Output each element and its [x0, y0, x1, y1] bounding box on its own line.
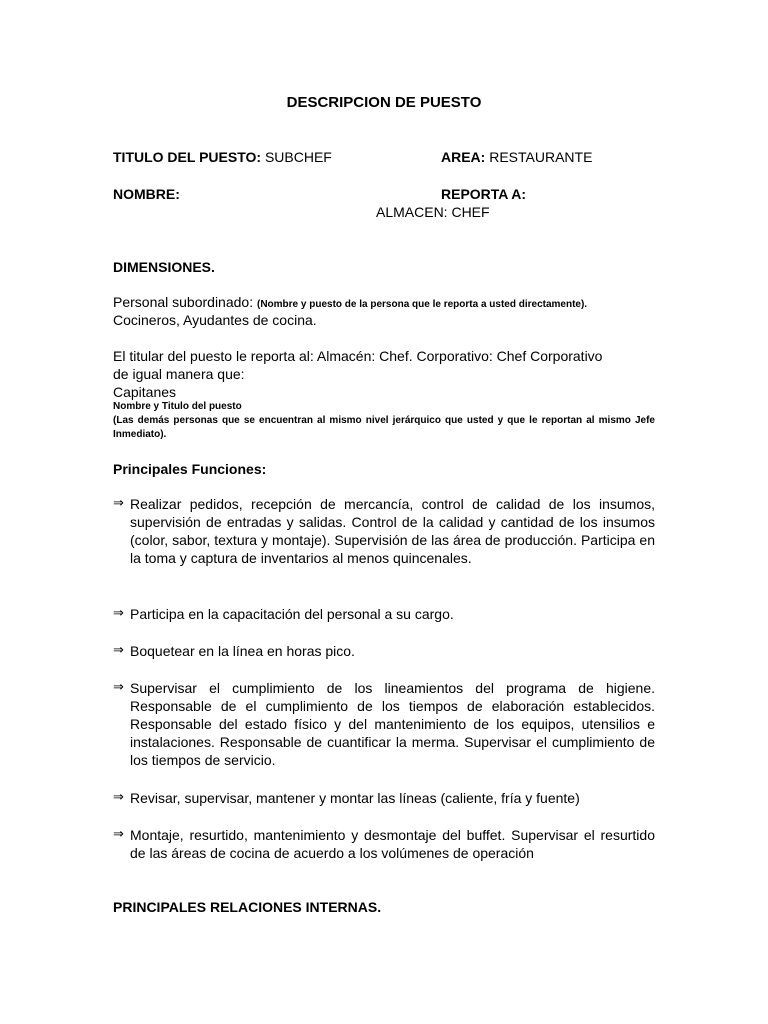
funcion-item-text: Boquetear en la línea en horas pico. [130, 643, 355, 659]
area-value: RESTAURANTE [489, 149, 593, 165]
arrow-icon: ⇒ [113, 606, 124, 621]
dimensiones-heading: DIMENSIONES. [113, 259, 215, 275]
demas-personas-note: (Las demás personas que se encuentran al mismo nivel jerárquico que usted y que le reportan al mismo Jefe Inmediato). [113, 415, 655, 440]
nombre-label: NOMBRE: [113, 186, 180, 202]
titular-line-1: El titular del puesto le reporta al: Almacén: Chef. Corporativo: Chef Corporativo [113, 348, 603, 364]
personal-subordinado-note: (Nombre y puesto de la persona que le reporta a usted directamente). [257, 299, 588, 310]
titulo-puesto-row [113, 148, 332, 166]
arrow-icon: ⇒ [113, 496, 124, 511]
capitanes-text: Capitanes [113, 384, 177, 400]
titulo-puesto-value: SUBCHEF [264, 149, 332, 165]
funciones-heading: Principales Funciones: [113, 461, 267, 477]
titulo-puesto-label: TITULO DEL PUESTO: [113, 149, 262, 165]
area-label: AREA: [441, 149, 486, 165]
relaciones-heading: PRINCIPALES RELACIONES INTERNAS. [113, 899, 382, 915]
personal-subordinado-value: Cocineros, Ayudantes de cocina. [113, 312, 317, 328]
funcion-item [113, 495, 655, 567]
funcion-item-text: Montaje, resurtido, mantenimiento y desmontaje del buffet. Supervisar el resurtido de las áreas de cocina de acuerdo a los volúmenes de operación [130, 827, 655, 861]
arrow-icon: ⇒ [113, 790, 124, 805]
reporta-label: REPORTA A: [441, 186, 527, 202]
funcion-item [113, 789, 655, 807]
area-row [441, 148, 592, 166]
personal-subordinado-row [113, 293, 587, 312]
arrow-icon: ⇒ [113, 643, 124, 658]
personal-subordinado-label: Personal subordinado: [113, 294, 254, 310]
funcion-item-text: Supervisar el cumplimiento de los lineamientos del programa de higiene. Responsable de el cumplimiento de los tiempos de elaboración establecidos. Responsable del estado físico y del mantenimiento de los equipos, utensilios e instalaciones. Responsable de cuantificar la merma. Supervisar el cumplimiento de los tiempos de servicio. [130, 680, 655, 768]
nombre-titulo-note: Nombre y Titulo del puesto [113, 401, 242, 412]
funcion-item [113, 679, 655, 769]
arrow-icon: ⇒ [113, 680, 124, 695]
funcion-item-text: Revisar, supervisar, mantener y montar las líneas (caliente, fría y fuente) [130, 790, 580, 806]
funcion-item-text: Participa en la capacitación del personal a su cargo. [130, 606, 454, 622]
arrow-icon: ⇒ [113, 827, 124, 842]
funcion-item [113, 826, 655, 862]
funcion-item [113, 642, 655, 660]
titular-line-2: de igual manera que: [113, 366, 245, 382]
document-title: DESCRIPCION DE PUESTO [286, 94, 482, 111]
reporta-value: ALMACEN: CHEF [376, 204, 490, 220]
funcion-item [113, 605, 655, 623]
funcion-item-text: Realizar pedidos, recepción de mercancía, control de calidad de los insumos, supervisión de entradas y salidas. Control de la calidad y cantidad de los insumos (color, sabor, textura y montaje). Supervisión de las área de producción. Participa en la toma y captura de inventarios al menos quincenales. [130, 496, 655, 566]
